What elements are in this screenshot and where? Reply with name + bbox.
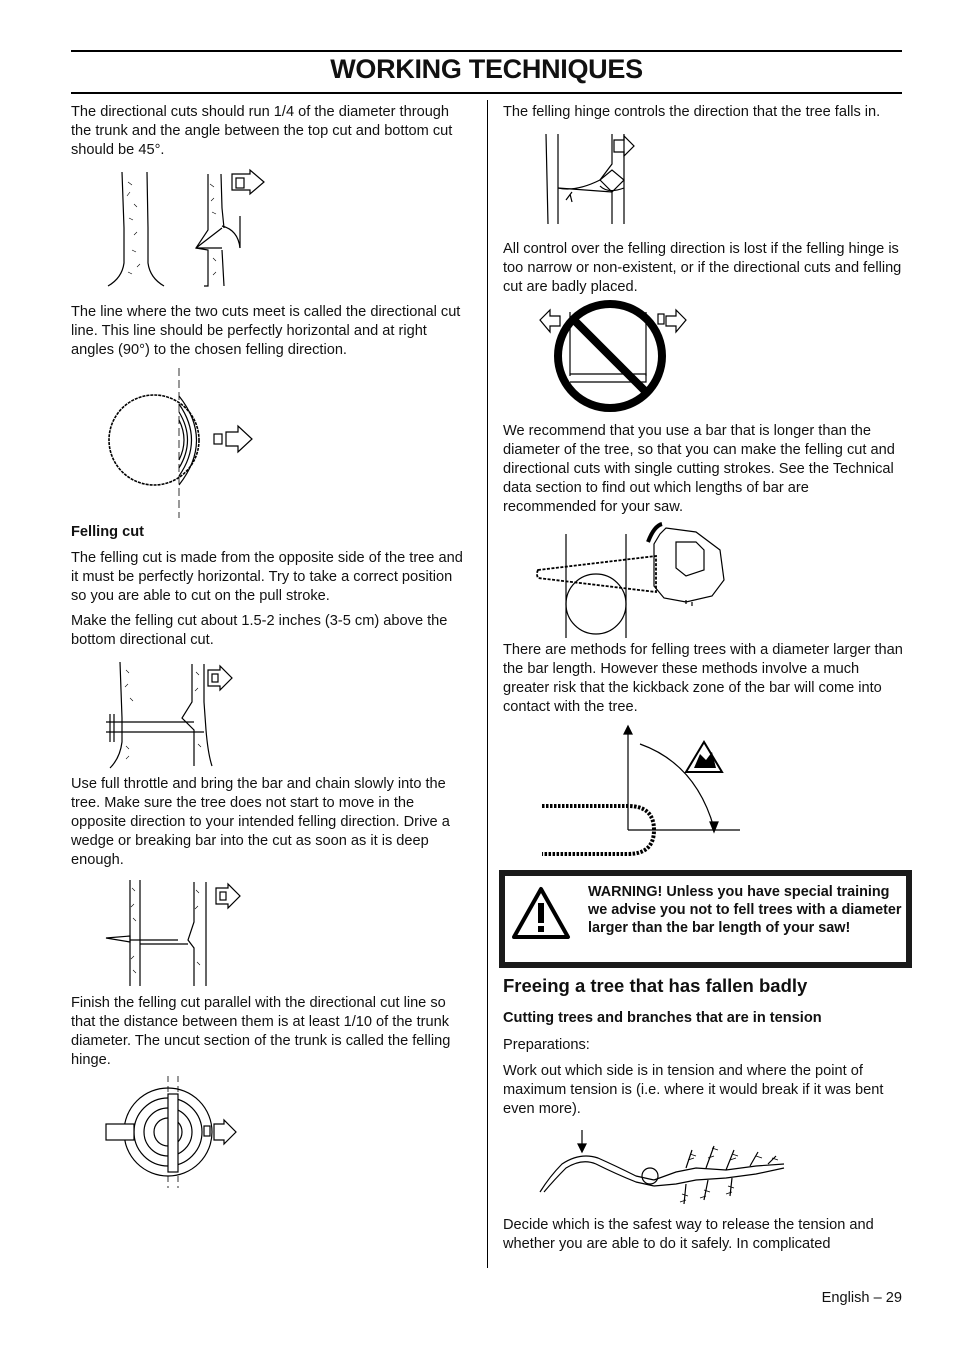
felling-cut-figure [104,658,244,772]
felling-hinge-paragraph: The felling hinge controls the direction that the tree falls in. [503,104,881,120]
wedge-figure [104,878,244,990]
directional-cut-figure [104,168,274,290]
felling-hinge-figure [536,130,646,228]
bar-length-paragraph: We recommend that you use a bar that is longer than the diameter of the tree, so that you can make the felling cut and directional cuts with single cutting strokes. See the Technical data section to find out which lengths of bar are recommended for your saw. [503,423,895,515]
warning-triangle-icon [511,886,571,940]
tension-tree-figure [536,1128,792,1212]
large-diameter-paragraph: There are methods for felling trees with a diameter larger than the bar length. However these methods involve a much greater risk that the kickback zone of the bar will come into contact with the tree. [503,642,903,715]
column-divider [487,100,488,1268]
felling-cut-paragraph: The felling cut is made from the opposite side of the tree and it must be perfectly horizontal. Try to take a correct position so you are able to cut on the pull stroke. [71,550,463,604]
control-lost-paragraph: All control over the felling direction is lost if the felling hinge is too narrow or non-existent, or if the directional cuts and felling cut are badly placed. [503,241,902,295]
page-title: WORKING TECHNIQUES [330,54,643,84]
freeing-tree-heading: Freeing a tree that has fallen badly [503,975,808,996]
header-bottom-rule [71,92,902,94]
cut-line-top-view-figure [104,368,264,518]
tension-paragraph: Work out which side is in tension and where the point of maximum tension is (i.e. where it would break if it was bent even more). [503,1063,884,1117]
kickback-zone-figure [536,724,742,864]
header-top-rule [71,50,902,52]
directional-cuts-paragraph: The directional cuts should run 1/4 of the diameter through the trunk and the angle between the top cut and bottom cut should be 45°. [71,104,453,158]
felling-cut-heading: Felling cut [71,524,144,540]
release-tension-paragraph: Decide which is the safest way to release the tension and whether you are able to do it safely. In complicated [503,1217,874,1252]
bad-hinge-prohibited-figure [536,300,696,420]
finish-cut-paragraph: Finish the felling cut parallel with the directional cut line so that the distance between them is at least 1/10 of the trunk diameter. The uncut section of the trunk is called the felling hinge. [71,995,451,1068]
felling-cut-height-paragraph: Make the felling cut about 1.5-2 inches (3-5 cm) above the bottom directional cut. [71,613,448,648]
tension-heading: Cutting trees and branches that are in tension [503,1010,822,1026]
warning-box [499,870,912,968]
chainsaw-bar-figure [536,520,732,638]
page-number: English – 29 [821,1290,902,1306]
directional-cut-line-paragraph: The line where the two cuts meet is called the directional cut line. This line should be perfectly horizontal and at right angles (90°) to the chosen felling direction. [71,304,461,358]
warning-text: WARNING! Unless you have special training we advise you not to fell trees with a diameter larger than the bar length of your saw! [588,884,902,936]
preparations-label: Preparations: [503,1037,590,1053]
full-throttle-paragraph: Use full throttle and bring the bar and chain slowly into the tree. Make sure the tree does not start to move in the opposite direction to your intended felling direction. Drive a wedge or breaking bar into the cut as soon as it is deep enough. [71,776,450,868]
felling-hinge-top-view-figure [104,1076,244,1188]
